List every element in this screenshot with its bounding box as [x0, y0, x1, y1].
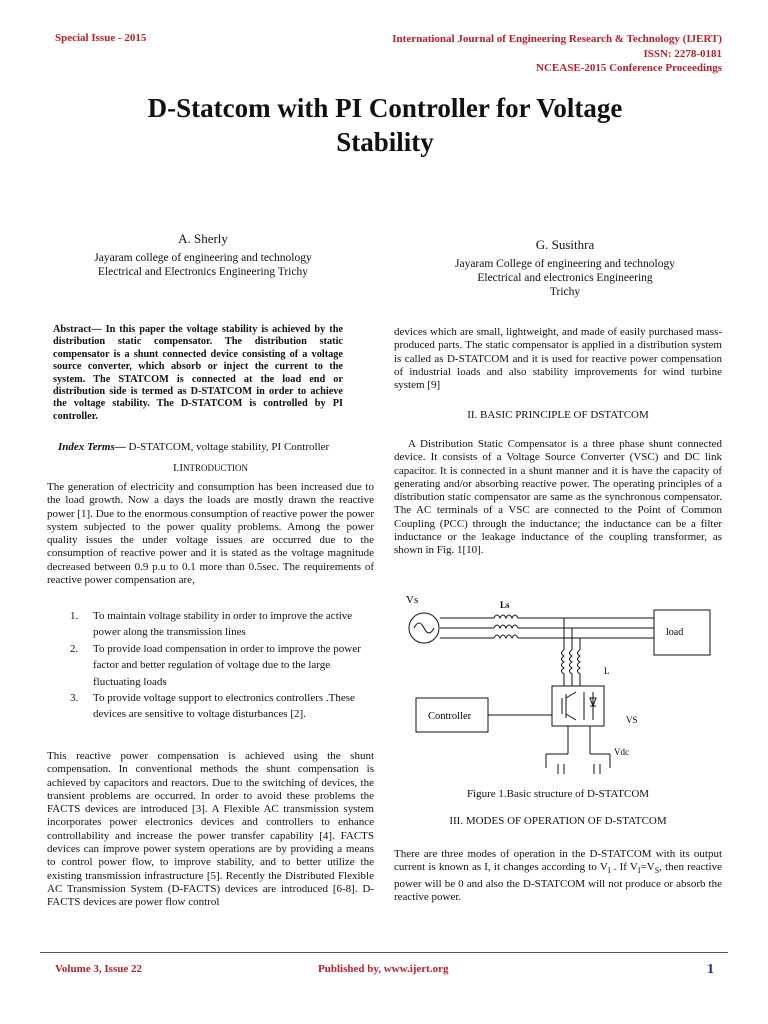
abstract-dash: —	[91, 324, 102, 335]
index-terms	[58, 441, 358, 453]
author-block-1	[70, 232, 336, 279]
author-city: Trichy	[549, 286, 581, 298]
introduction-heading-word: INTRODUCTION	[179, 462, 249, 474]
label-vdc: Vdc	[614, 747, 629, 757]
index-terms-label: Index Terms	[58, 441, 115, 453]
sine-wave-icon	[414, 623, 434, 633]
section-2-paragraph: A Distribution Static Compensator is a three phase shunt connected device. It consists of a Voltage Source Converter (VSC) and DC link capacitor. It is connected in a shunt manner and it is have the capacity of generating and/or absorbing reactive power. The operating principles of a distribution static compensator are same as the synchronous compensator. The AC terminals of a VSC are connected to the Point of Common Coupling (PCC) through the inductance; the inductance can be a filter inductance or the leakage inductance of the coupling transformer, as shown in Fig. 1[10].	[394, 438, 722, 557]
label-vs-converter: VS	[626, 715, 638, 725]
index-terms-text: D-STATCOM, voltage stability, PI Controller	[125, 441, 330, 453]
header-proceedings: NCEASE-2015 Conference Proceedings	[536, 62, 722, 74]
section-3-paragraph: There are three modes of operation in the D-STATCOM with its output current is known as I, it changes according to $V_I$ . If $V_I=V_S$, then reactive power will be 0 and also the D-STATCOM will not produce or absorb the reactive power.	[394, 848, 722, 904]
line-inductor	[494, 635, 518, 638]
paper-title-line1: D-Statcom with PI Controller for Voltage	[147, 93, 623, 123]
header-issn: ISSN: 2278-0181	[643, 47, 722, 60]
list-item: 3. To provide voltage support to electronics controllers .These devices are sensitive to voltage disturbances [2].	[70, 692, 355, 721]
line-inductor	[494, 625, 518, 628]
label-load: load	[666, 627, 684, 638]
author-block-2	[420, 238, 710, 299]
author-department: Electrical and Electronics Engineering Trichy	[97, 266, 309, 278]
author-name: G. Susithra	[535, 237, 595, 252]
label-ls: Ls	[500, 600, 510, 610]
author-department: Electrical and electronics Engineering	[477, 272, 653, 284]
list-item: 2. To provide load compensation in order to improve the power factor and better regulation of voltage due to the large fluctuating loads	[70, 642, 361, 688]
intro-paragraph-2: This reactive power compensation is achieved using the shunt compensation. In conventional methods the shunt compensation is achieved by capacitors and reactors. Due to the switching of devices, the transient problems are occurred. In order to avoid these problems the FACTS devices are introduced [3]. A Flexible AC transmission system incorporates power electronics devices and controllers to enhance controllability and increase the power transfer capability [4]. FACTS devices can improve power system operations are by providing a means to control power flow, to improve stability, and to better utilize the existing transmission infrastructure [5]. Recently the Distributed Flexible AC Transmission System (D-FACTS) devices are introduced [6-8]. D-FACTS devices are power flow control	[47, 750, 374, 909]
introduction-heading-num: I.	[172, 462, 180, 474]
author-affiliation: Jayaram College of engineering and technology	[454, 258, 676, 270]
page-number: 1	[707, 962, 714, 977]
intro-paragraph-1-wrap	[47, 481, 374, 587]
paper-title	[60, 91, 710, 159]
author-name: A. Sherly	[178, 231, 228, 246]
figure-caption: Figure 1.Basic structure of D-STATCOM	[466, 788, 650, 800]
footer-volume: Volume 3, Issue 22	[55, 963, 142, 975]
section-2-heading: II. BASIC PRINCIPLE OF DSTATCOM	[467, 409, 649, 421]
abstract-text: In this paper the voltage stability is achieved by the distribution static compensator. The distribution static compensator is a shunt connected device consisting of a voltage source converter, which absorb or inject the current to the system. The STATCOM is connected at the load end or distribution side is termed as D-STATCOM in order to achieve the voltage stability. The D-STATCOM is controlled by PI controller.	[53, 324, 343, 422]
index-terms-dash: —	[114, 441, 126, 453]
footer-divider	[40, 952, 728, 953]
shunt-inductor	[578, 650, 581, 674]
requirements-list	[47, 608, 374, 723]
paper-title-line2: Stability	[336, 127, 434, 157]
right-paragraph-1-wrap	[394, 326, 722, 392]
line-inductor	[494, 615, 518, 618]
shunt-inductor	[570, 650, 573, 674]
label-controller: Controller	[428, 711, 472, 722]
intro-paragraph-1: The generation of electricity and consumption has been increased due to the load growth. Now a days the loads are mostly drawn the reactive power [1]. Due to the enormous consumption of reactive power the power system subjected to the power quality problems. Among the power quality issues the under voltage issues are occurred due to the consumption of reactive power and it is stated as the voltage magnitude decreased between 0.9 p.u to 0.1 more than 0.5sec. The requirements of reactive power compensation are,	[47, 481, 374, 587]
introduction-heading	[47, 462, 374, 474]
abstract	[53, 324, 343, 423]
section-2-paragraph-wrap	[394, 438, 722, 558]
list-item: 1. To maintain voltage stability in order to improve the active power along the transmission lines	[70, 610, 353, 639]
label-vs-source: Vs	[406, 594, 419, 606]
right-paragraph-1: devices which are small, lightweight, and made of easily purchased mass-produced parts. The static compensator is applied in a distribution system is called as D-STATCOM and it is used for reactive power compensation of industrial loads and also stability improvements for wind turbine system [9]	[394, 326, 722, 392]
section-3-heading: III. MODES OF OPERATION OF D-STATCOM	[449, 815, 667, 827]
section-3-paragraph-wrap	[394, 848, 722, 904]
header-journal	[392, 32, 722, 76]
footer-publisher: Published by, www.ijert.org	[318, 963, 449, 975]
header-journal-name: International Journal of Engineering Research & Technology (IJERT)	[392, 33, 722, 45]
abstract-label: Abstract	[53, 324, 92, 335]
dstatcom-diagram	[396, 588, 726, 780]
requirements-list-wrap	[47, 608, 374, 723]
vsc-box	[552, 686, 604, 726]
intro-paragraph-2-wrap	[47, 750, 374, 910]
header-issue: Special Issue - 2015	[55, 32, 147, 44]
author-affiliation: Jayaram college of engineering and technology	[94, 252, 312, 264]
shunt-inductor	[562, 650, 565, 674]
label-l: L	[604, 666, 610, 676]
